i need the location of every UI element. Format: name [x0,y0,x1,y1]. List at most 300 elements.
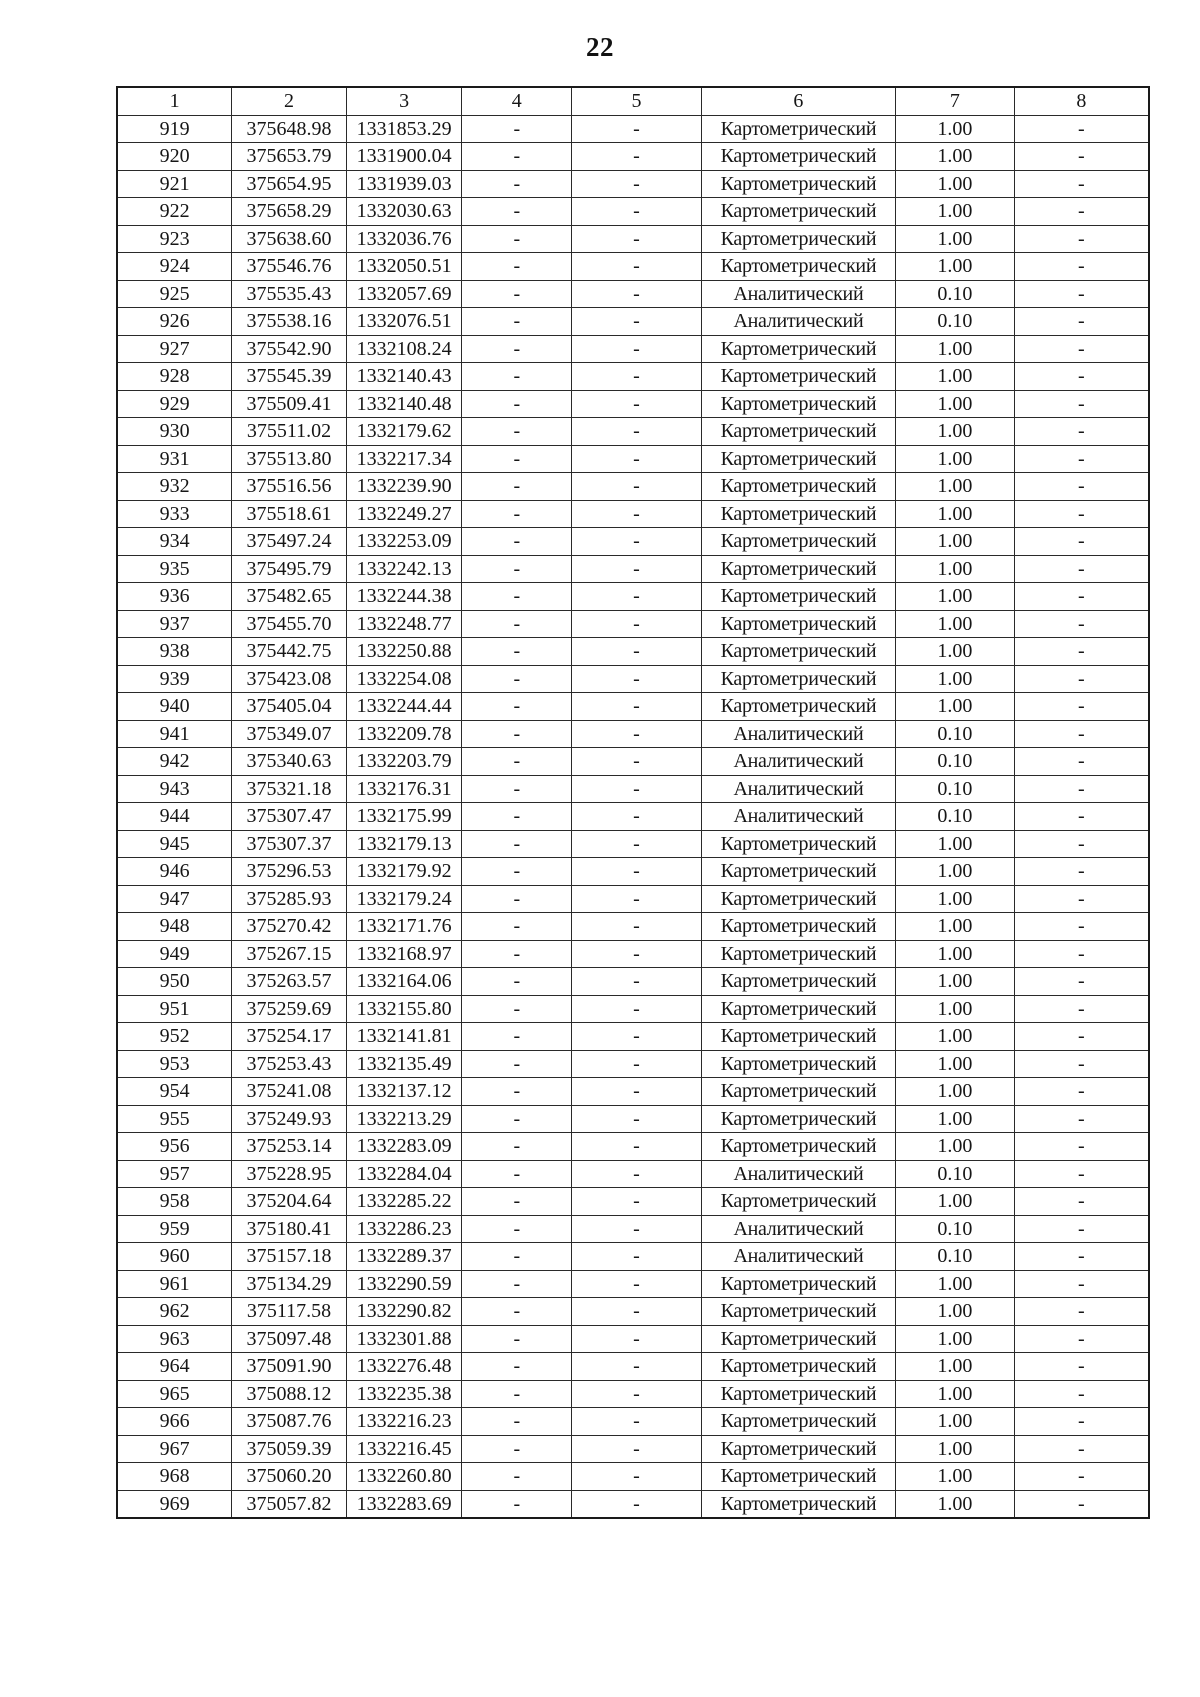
cell-col-5-value: - [572,1298,702,1326]
cell-coord-y: 1332250.88 [346,638,462,666]
page-number: 22 [586,32,614,62]
cell-method: Картометрический [701,390,895,418]
cell-point-number: 927 [117,335,232,363]
table-row [117,143,1149,171]
cell-coord-y: 1332030.63 [346,198,462,226]
cell-col-4-value: - [462,610,572,638]
cell-col-4-value: - [462,1298,572,1326]
cell-coord-x: 375542.90 [232,335,347,363]
table-row [117,1270,1149,1298]
cell-point-number: 946 [117,858,232,886]
cell-coord-y: 1332283.69 [346,1490,462,1518]
table-row [117,830,1149,858]
cell-method: Аналитический [701,775,895,803]
cell-method: Картометрический [701,1133,895,1161]
cell-col-4-value: - [462,1408,572,1436]
table-row [117,1380,1149,1408]
table-row [117,555,1149,583]
cell-col-5-value: - [572,940,702,968]
cell-coord-x: 375423.08 [232,665,347,693]
cell-col-5-value: - [572,1160,702,1188]
cell-point-number: 947 [117,885,232,913]
cell-coord-x: 375307.37 [232,830,347,858]
cell-col-5-value: - [572,1435,702,1463]
cell-col-8-value: - [1014,1078,1149,1106]
cell-col-4-value: - [462,1023,572,1051]
cell-coord-y: 1332289.37 [346,1243,462,1271]
cell-coord-x: 375134.29 [232,1270,347,1298]
cell-accuracy: 1.00 [895,253,1014,281]
table-row [117,1160,1149,1188]
cell-col-8-value: - [1014,528,1149,556]
table-row [117,583,1149,611]
cell-method: Аналитический [701,803,895,831]
cell-coord-y: 1332179.13 [346,830,462,858]
cell-col-8-value: - [1014,555,1149,583]
cell-accuracy: 1.00 [895,1435,1014,1463]
cell-col-8-value: - [1014,445,1149,473]
cell-point-number: 953 [117,1050,232,1078]
cell-point-number: 930 [117,418,232,446]
cell-method: Картометрический [701,1408,895,1436]
cell-point-number: 934 [117,528,232,556]
cell-coord-x: 375270.42 [232,913,347,941]
header-cell-8: 8 [1014,87,1149,115]
cell-col-5-value: - [572,913,702,941]
cell-coord-y: 1332141.81 [346,1023,462,1051]
cell-col-4-value: - [462,170,572,198]
cell-col-5-value: - [572,693,702,721]
cell-point-number: 966 [117,1408,232,1436]
cell-coord-y: 1332036.76 [346,225,462,253]
cell-coord-y: 1332260.80 [346,1463,462,1491]
cell-col-5-value: - [572,473,702,501]
cell-col-8-value: - [1014,1188,1149,1216]
cell-coord-x: 375254.17 [232,1023,347,1051]
cell-coord-x: 375307.47 [232,803,347,831]
cell-method: Аналитический [701,308,895,336]
cell-method: Картометрический [701,418,895,446]
cell-col-8-value: - [1014,995,1149,1023]
cell-col-8-value: - [1014,418,1149,446]
cell-accuracy: 1.00 [895,500,1014,528]
cell-col-8-value: - [1014,775,1149,803]
table-row [117,253,1149,281]
cell-point-number: 958 [117,1188,232,1216]
cell-col-5-value: - [572,253,702,281]
cell-coord-x: 375638.60 [232,225,347,253]
cell-point-number: 956 [117,1133,232,1161]
cell-coord-x: 375267.15 [232,940,347,968]
cell-method: Картометрический [701,858,895,886]
cell-accuracy: 1.00 [895,830,1014,858]
cell-col-8-value: - [1014,390,1149,418]
cell-col-8-value: - [1014,1050,1149,1078]
cell-col-5-value: - [572,638,702,666]
table-row [117,940,1149,968]
table-row [117,885,1149,913]
cell-accuracy: 1.00 [895,1270,1014,1298]
cell-method: Картометрический [701,363,895,391]
cell-col-8-value: - [1014,1435,1149,1463]
cell-col-8-value: - [1014,665,1149,693]
cell-method: Картометрический [701,913,895,941]
cell-col-5-value: - [572,1023,702,1051]
cell-col-5-value: - [572,1105,702,1133]
cell-coord-y: 1332175.99 [346,803,462,831]
cell-col-8-value: - [1014,1380,1149,1408]
cell-point-number: 955 [117,1105,232,1133]
cell-coord-y: 1332217.34 [346,445,462,473]
cell-coord-y: 1332244.38 [346,583,462,611]
cell-col-5-value: - [572,308,702,336]
cell-col-8-value: - [1014,308,1149,336]
table-row [117,500,1149,528]
cell-method: Картометрический [701,665,895,693]
table-row [117,803,1149,831]
cell-col-8-value: - [1014,720,1149,748]
header-cell-4: 4 [462,87,572,115]
cell-method: Картометрический [701,473,895,501]
table-row [117,445,1149,473]
cell-point-number: 938 [117,638,232,666]
cell-method: Картометрический [701,143,895,171]
cell-method: Картометрический [701,610,895,638]
cell-method: Аналитический [701,1215,895,1243]
cell-point-number: 924 [117,253,232,281]
cell-point-number: 960 [117,1243,232,1271]
cell-point-number: 962 [117,1298,232,1326]
cell-coord-y: 1332253.09 [346,528,462,556]
cell-col-4-value: - [462,803,572,831]
cell-col-4-value: - [462,1050,572,1078]
cell-col-8-value: - [1014,170,1149,198]
cell-coord-x: 375087.76 [232,1408,347,1436]
cell-col-8-value: - [1014,940,1149,968]
cell-accuracy: 1.00 [895,473,1014,501]
table-row [117,858,1149,886]
cell-coord-x: 375516.56 [232,473,347,501]
table-row [117,473,1149,501]
cell-col-5-value: - [572,885,702,913]
cell-method: Картометрический [701,940,895,968]
cell-coord-x: 375442.75 [232,638,347,666]
cell-coord-x: 375538.16 [232,308,347,336]
cell-col-5-value: - [572,445,702,473]
cell-col-8-value: - [1014,803,1149,831]
cell-col-4-value: - [462,363,572,391]
cell-accuracy: 1.00 [895,693,1014,721]
cell-accuracy: 1.00 [895,555,1014,583]
cell-coord-x: 375545.39 [232,363,347,391]
cell-col-4-value: - [462,115,572,143]
cell-accuracy: 1.00 [895,418,1014,446]
cell-col-4-value: - [462,1463,572,1491]
cell-method: Картометрический [701,1435,895,1463]
cell-coord-y: 1332140.43 [346,363,462,391]
cell-coord-y: 1332235.38 [346,1380,462,1408]
cell-point-number: 931 [117,445,232,473]
cell-coord-y: 1332179.24 [346,885,462,913]
coordinates-table [116,86,1150,1519]
table-row [117,1435,1149,1463]
cell-col-4-value: - [462,1490,572,1518]
cell-point-number: 967 [117,1435,232,1463]
cell-accuracy: 0.10 [895,280,1014,308]
cell-coord-x: 375455.70 [232,610,347,638]
cell-method: Картометрический [701,335,895,363]
cell-col-4-value: - [462,308,572,336]
table-row [117,390,1149,418]
cell-col-5-value: - [572,225,702,253]
cell-coord-x: 375057.82 [232,1490,347,1518]
cell-coord-x: 375497.24 [232,528,347,556]
cell-col-4-value: - [462,1380,572,1408]
cell-col-5-value: - [572,583,702,611]
cell-coord-x: 375482.65 [232,583,347,611]
cell-coord-y: 1332286.23 [346,1215,462,1243]
table-row [117,693,1149,721]
cell-coord-y: 1332108.24 [346,335,462,363]
cell-accuracy: 1.00 [895,1490,1014,1518]
table-row [117,1133,1149,1161]
cell-coord-x: 375349.07 [232,720,347,748]
cell-col-4-value: - [462,995,572,1023]
cell-accuracy: 1.00 [895,858,1014,886]
cell-col-5-value: - [572,1490,702,1518]
cell-col-5-value: - [572,170,702,198]
cell-coord-x: 375509.41 [232,390,347,418]
cell-col-8-value: - [1014,1215,1149,1243]
cell-coord-x: 375495.79 [232,555,347,583]
cell-col-4-value: - [462,143,572,171]
cell-accuracy: 1.00 [895,335,1014,363]
cell-col-4-value: - [462,583,572,611]
table-row [117,610,1149,638]
cell-accuracy: 1.00 [895,968,1014,996]
cell-col-5-value: - [572,803,702,831]
cell-col-8-value: - [1014,1270,1149,1298]
cell-point-number: 939 [117,665,232,693]
cell-col-4-value: - [462,1243,572,1271]
cell-coord-x: 375249.93 [232,1105,347,1133]
cell-col-8-value: - [1014,693,1149,721]
table-row [117,528,1149,556]
cell-col-5-value: - [572,1188,702,1216]
cell-accuracy: 0.10 [895,308,1014,336]
cell-col-5-value: - [572,1325,702,1353]
cell-point-number: 940 [117,693,232,721]
cell-col-4-value: - [462,445,572,473]
cell-method: Картометрический [701,170,895,198]
table-row [117,995,1149,1023]
cell-col-8-value: - [1014,335,1149,363]
cell-col-8-value: - [1014,1105,1149,1133]
cell-point-number: 919 [117,115,232,143]
cell-point-number: 954 [117,1078,232,1106]
cell-col-8-value: - [1014,253,1149,281]
cell-point-number: 944 [117,803,232,831]
cell-col-5-value: - [572,748,702,776]
cell-col-5-value: - [572,830,702,858]
cell-coord-y: 1332248.77 [346,610,462,638]
cell-accuracy: 1.00 [895,445,1014,473]
cell-accuracy: 1.00 [895,885,1014,913]
cell-accuracy: 1.00 [895,198,1014,226]
cell-point-number: 926 [117,308,232,336]
table-row [117,1298,1149,1326]
cell-method: Картометрический [701,500,895,528]
cell-col-5-value: - [572,1133,702,1161]
cell-col-4-value: - [462,1078,572,1106]
cell-col-8-value: - [1014,830,1149,858]
cell-col-8-value: - [1014,968,1149,996]
table-row [117,638,1149,666]
cell-coord-y: 1332290.59 [346,1270,462,1298]
cell-col-4-value: - [462,968,572,996]
header-row [117,87,1149,115]
cell-col-4-value: - [462,390,572,418]
cell-point-number: 945 [117,830,232,858]
cell-coord-x: 375088.12 [232,1380,347,1408]
cell-point-number: 965 [117,1380,232,1408]
cell-col-4-value: - [462,280,572,308]
cell-coord-y: 1332076.51 [346,308,462,336]
table-row [117,1105,1149,1133]
cell-accuracy: 1.00 [895,583,1014,611]
cell-coord-y: 1332179.92 [346,858,462,886]
cell-point-number: 937 [117,610,232,638]
cell-point-number: 929 [117,390,232,418]
cell-point-number: 949 [117,940,232,968]
cell-method: Картометрический [701,445,895,473]
cell-coord-y: 1332203.79 [346,748,462,776]
cell-point-number: 963 [117,1325,232,1353]
cell-coord-x: 375204.64 [232,1188,347,1216]
cell-point-number: 948 [117,913,232,941]
cell-coord-x: 375513.80 [232,445,347,473]
cell-accuracy: 1.00 [895,1050,1014,1078]
table-row [117,1078,1149,1106]
cell-col-8-value: - [1014,748,1149,776]
header-cell-7: 7 [895,87,1014,115]
cell-accuracy: 0.10 [895,1215,1014,1243]
cell-coord-y: 1332242.13 [346,555,462,583]
cell-coord-x: 375228.95 [232,1160,347,1188]
header-cell-5: 5 [572,87,702,115]
cell-coord-x: 375535.43 [232,280,347,308]
cell-accuracy: 1.00 [895,1380,1014,1408]
cell-col-4-value: - [462,638,572,666]
cell-col-5-value: - [572,1270,702,1298]
cell-col-4-value: - [462,748,572,776]
cell-accuracy: 1.00 [895,1463,1014,1491]
cell-col-8-value: - [1014,473,1149,501]
cell-accuracy: 1.00 [895,1078,1014,1106]
cell-accuracy: 1.00 [895,1298,1014,1326]
cell-method: Картометрический [701,253,895,281]
table-row [117,308,1149,336]
cell-point-number: 969 [117,1490,232,1518]
cell-coord-y: 1332239.90 [346,473,462,501]
cell-accuracy: 0.10 [895,803,1014,831]
cell-col-4-value: - [462,1160,572,1188]
cell-coord-x: 375259.69 [232,995,347,1023]
header-cell-2: 2 [232,87,347,115]
cell-point-number: 921 [117,170,232,198]
cell-col-8-value: - [1014,1133,1149,1161]
cell-accuracy: 1.00 [895,528,1014,556]
cell-method: Картометрический [701,1380,895,1408]
cell-col-5-value: - [572,198,702,226]
cell-accuracy: 1.00 [895,170,1014,198]
cell-coord-x: 375405.04 [232,693,347,721]
cell-accuracy: 1.00 [895,390,1014,418]
cell-accuracy: 1.00 [895,610,1014,638]
cell-coord-y: 1332216.23 [346,1408,462,1436]
cell-method: Картометрический [701,1463,895,1491]
cell-coord-y: 1332249.27 [346,500,462,528]
cell-method: Картометрический [701,830,895,858]
cell-coord-x: 375511.02 [232,418,347,446]
table-row [117,1023,1149,1051]
cell-col-4-value: - [462,775,572,803]
cell-coord-y: 1332164.06 [346,968,462,996]
cell-coord-x: 375546.76 [232,253,347,281]
cell-coord-x: 375654.95 [232,170,347,198]
cell-point-number: 964 [117,1353,232,1381]
cell-col-4-value: - [462,940,572,968]
cell-accuracy: 1.00 [895,1325,1014,1353]
cell-col-4-value: - [462,1270,572,1298]
cell-col-5-value: - [572,418,702,446]
cell-accuracy: 1.00 [895,115,1014,143]
cell-point-number: 943 [117,775,232,803]
cell-col-4-value: - [462,885,572,913]
cell-coord-x: 375658.29 [232,198,347,226]
cell-col-8-value: - [1014,885,1149,913]
cell-point-number: 942 [117,748,232,776]
cell-coord-y: 1332168.97 [346,940,462,968]
cell-col-4-value: - [462,1215,572,1243]
cell-col-5-value: - [572,115,702,143]
cell-accuracy: 1.00 [895,940,1014,968]
cell-point-number: 959 [117,1215,232,1243]
table-row [117,198,1149,226]
cell-col-4-value: - [462,693,572,721]
cell-point-number: 951 [117,995,232,1023]
cell-accuracy: 1.00 [895,1408,1014,1436]
cell-coord-y: 1331853.29 [346,115,462,143]
cell-col-4-value: - [462,1105,572,1133]
cell-coord-y: 1332213.29 [346,1105,462,1133]
cell-coord-y: 1332155.80 [346,995,462,1023]
cell-method: Картометрический [701,693,895,721]
cell-method: Картометрический [701,1078,895,1106]
header-cell-3: 3 [346,87,462,115]
table-row [117,225,1149,253]
cell-col-4-value: - [462,830,572,858]
cell-col-5-value: - [572,280,702,308]
cell-coord-x: 375060.20 [232,1463,347,1491]
table-row [117,335,1149,363]
cell-accuracy: 1.00 [895,363,1014,391]
cell-col-5-value: - [572,858,702,886]
table-row [117,748,1149,776]
cell-col-5-value: - [572,143,702,171]
cell-col-8-value: - [1014,1298,1149,1326]
cell-coord-x: 375296.53 [232,858,347,886]
